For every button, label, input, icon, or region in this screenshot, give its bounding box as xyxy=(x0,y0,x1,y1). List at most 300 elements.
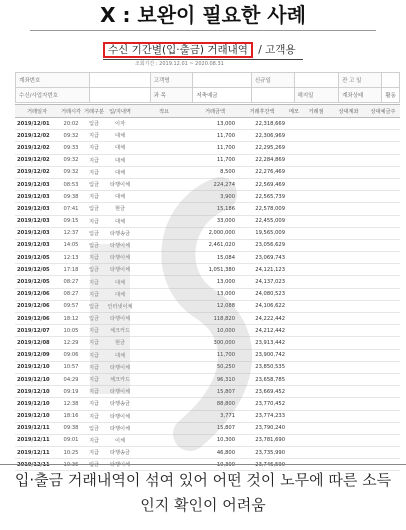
description-cell: 대체 xyxy=(105,142,135,154)
date-cell: 2019/12/11 xyxy=(15,422,59,434)
column-header: 거래일자 xyxy=(15,105,59,118)
date-cell: 2019/12/03 xyxy=(15,191,59,203)
balance-cell: 22,276,469 xyxy=(237,166,287,178)
branch-cell xyxy=(301,215,331,227)
memo-cell xyxy=(135,264,193,276)
description-cell: 타행이체 xyxy=(105,252,135,264)
balance-cell: 23,056,629 xyxy=(237,239,287,251)
counter-account-cell xyxy=(331,361,366,373)
branch-cell xyxy=(301,239,331,251)
balance-cell: 23,900,742 xyxy=(237,349,287,361)
info-cell xyxy=(193,73,252,88)
time-cell: 10:05 xyxy=(59,325,83,337)
type-cell: 입금 xyxy=(83,264,105,276)
type-cell: 입금 xyxy=(83,118,105,130)
amount-cell: 46,800 xyxy=(193,447,237,459)
note-cell xyxy=(287,288,301,300)
statement-title xyxy=(103,42,296,58)
branch-cell xyxy=(301,227,331,239)
memo-cell xyxy=(135,227,193,239)
transaction-rows xyxy=(15,118,400,471)
branch-cell xyxy=(301,447,331,459)
date-cell: 2019/12/03 xyxy=(15,239,59,251)
branch-cell xyxy=(301,191,331,203)
counter-account-cell xyxy=(331,203,366,215)
branch-cell xyxy=(301,252,331,264)
note-cell xyxy=(287,142,301,154)
date-cell: 2019/12/10 xyxy=(15,410,59,422)
balance-cell: 22,306,969 xyxy=(237,130,287,142)
counter-holder-cell xyxy=(366,118,400,130)
table-row xyxy=(15,203,400,215)
table-row xyxy=(15,398,400,410)
counter-account-cell xyxy=(331,178,366,190)
date-cell: 2019/12/05 xyxy=(15,252,59,264)
description-cell: 타행이체 xyxy=(105,361,135,373)
info-cell: 신규일 xyxy=(251,73,294,88)
description-cell: 타행송금 xyxy=(105,398,135,410)
info-cell xyxy=(382,73,400,88)
counter-account-cell xyxy=(331,447,366,459)
time-cell: 12:13 xyxy=(59,252,83,264)
amount-cell: 11,700 xyxy=(193,130,237,142)
note-cell xyxy=(287,349,301,361)
date-cell: 2019/12/11 xyxy=(15,459,59,471)
counter-holder-cell xyxy=(366,386,400,398)
date-cell: 2019/12/06 xyxy=(15,313,59,325)
column-header: 거래금액 xyxy=(193,105,237,118)
counter-account-cell xyxy=(331,118,366,130)
time-cell: 09:32 xyxy=(59,130,83,142)
time-cell: 12:38 xyxy=(59,398,83,410)
time-cell: 09:19 xyxy=(59,386,83,398)
info-cell: 해지일 xyxy=(294,88,339,103)
table-row xyxy=(15,154,400,166)
column-header: 거래후잔액 xyxy=(237,105,287,118)
note-cell xyxy=(287,361,301,373)
memo-cell xyxy=(135,434,193,446)
date-cell: 2019/12/11 xyxy=(15,434,59,446)
counter-account-cell xyxy=(331,142,366,154)
balance-cell: 23,735,990 xyxy=(237,447,287,459)
table-row xyxy=(15,118,400,130)
table-row xyxy=(15,386,400,398)
description-cell: 대체 xyxy=(105,191,135,203)
branch-cell xyxy=(301,264,331,276)
table-row xyxy=(15,325,400,337)
note-cell xyxy=(287,276,301,288)
amount-cell: 15,186 xyxy=(193,203,237,215)
time-cell: 09:57 xyxy=(59,300,83,312)
amount-cell: 13,000 xyxy=(193,276,237,288)
type-cell: 지급 xyxy=(83,142,105,154)
type-cell: 입금 xyxy=(83,313,105,325)
time-cell: 10:25 xyxy=(59,447,83,459)
amount-cell: 15,807 xyxy=(193,386,237,398)
table-row xyxy=(15,410,400,422)
memo-cell xyxy=(135,203,193,215)
note-cell xyxy=(287,325,301,337)
time-cell: 09:01 xyxy=(59,434,83,446)
note-cell xyxy=(287,337,301,349)
time-cell: 10:57 xyxy=(59,361,83,373)
account-info-row xyxy=(16,73,400,88)
memo-cell xyxy=(135,373,193,385)
column-header: 입/지내역 xyxy=(105,105,135,118)
description-cell: 대체 xyxy=(105,288,135,300)
branch-cell xyxy=(301,300,331,312)
amount-cell: 1,051,380 xyxy=(193,264,237,276)
branch-cell xyxy=(301,410,331,422)
description-cell: 체크카드 xyxy=(105,325,135,337)
note-cell xyxy=(287,191,301,203)
type-cell: 지급 xyxy=(83,349,105,361)
date-cell: 2019/12/06 xyxy=(15,300,59,312)
counter-holder-cell xyxy=(366,361,400,373)
date-cell: 2019/12/03 xyxy=(15,227,59,239)
counter-holder-cell xyxy=(366,191,400,203)
date-cell: 2019/12/05 xyxy=(15,264,59,276)
memo-cell xyxy=(135,300,193,312)
account-info-table xyxy=(15,72,400,103)
time-cell: 09:15 xyxy=(59,215,83,227)
memo-cell xyxy=(135,276,193,288)
note-cell xyxy=(287,300,301,312)
table-row xyxy=(15,142,400,154)
amount-cell: 3,771 xyxy=(193,410,237,422)
counter-account-cell xyxy=(331,215,366,227)
branch-cell xyxy=(301,276,331,288)
statement-period: 조회기간 : 2019.12.01 ~ 2020.08.31 xyxy=(135,61,224,67)
memo-cell xyxy=(135,325,193,337)
balance-cell: 22,565,739 xyxy=(237,191,287,203)
column-header: 거래구분 xyxy=(83,105,105,118)
memo-cell xyxy=(135,447,193,459)
counter-holder-cell xyxy=(366,313,400,325)
note-cell xyxy=(287,118,301,130)
table-row xyxy=(15,264,400,276)
date-cell: 2019/12/10 xyxy=(15,398,59,410)
time-cell: 09:38 xyxy=(59,191,83,203)
description-cell: 타행송금 xyxy=(105,227,135,239)
type-cell: 지급 xyxy=(83,166,105,178)
statement-title-suffix: / 고객용 xyxy=(254,44,296,56)
date-cell: 2019/12/06 xyxy=(15,288,59,300)
time-cell: 18:16 xyxy=(59,410,83,422)
counter-holder-cell xyxy=(366,130,400,142)
branch-cell xyxy=(301,130,331,142)
description-cell: 타행송금 xyxy=(105,447,135,459)
counter-account-cell xyxy=(331,434,366,446)
amount-cell: 33,000 xyxy=(193,215,237,227)
description-cell: 타행이체 xyxy=(105,410,135,422)
branch-cell xyxy=(301,337,331,349)
date-cell: 2019/12/01 xyxy=(15,118,59,130)
type-cell: 지급 xyxy=(83,130,105,142)
date-cell: 2019/12/03 xyxy=(15,215,59,227)
date-cell: 2019/12/07 xyxy=(15,325,59,337)
counter-holder-cell xyxy=(366,300,400,312)
description-cell: 대체 xyxy=(105,154,135,166)
type-cell: 지급 xyxy=(83,337,105,349)
info-cell: 계좌번호 xyxy=(16,73,90,88)
balance-cell: 23,913,442 xyxy=(237,337,287,349)
branch-cell xyxy=(301,325,331,337)
balance-cell: 24,222,442 xyxy=(237,313,287,325)
date-cell: 2019/12/11 xyxy=(15,447,59,459)
figure-caption: 입·출금 거래내역이 섞여 있어 어떤 것이 노무에 따른 소득인지 확인이 어려움 xyxy=(14,471,392,514)
counter-holder-cell xyxy=(366,288,400,300)
memo-cell xyxy=(135,337,193,349)
date-cell: 2019/12/05 xyxy=(15,276,59,288)
column-header: 적요 xyxy=(135,105,193,118)
balance-cell: 24,121,123 xyxy=(237,264,287,276)
memo-cell xyxy=(135,288,193,300)
balance-cell: 22,455,009 xyxy=(237,215,287,227)
description-cell: 대체 xyxy=(105,130,135,142)
time-cell: 12:37 xyxy=(59,227,83,239)
counter-holder-cell xyxy=(366,203,400,215)
counter-holder-cell xyxy=(366,337,400,349)
table-row xyxy=(15,227,400,239)
table-row xyxy=(15,313,400,325)
amount-cell: 8,500 xyxy=(193,166,237,178)
memo-cell xyxy=(135,410,193,422)
column-header: 상대예금주 xyxy=(366,105,400,118)
type-cell: 지급 xyxy=(83,154,105,166)
type-cell: 지급 xyxy=(83,276,105,288)
title-divider xyxy=(30,30,376,31)
caption-divider xyxy=(0,464,406,465)
table-row xyxy=(15,178,400,190)
branch-cell xyxy=(301,142,331,154)
branch-cell xyxy=(301,178,331,190)
highlighted-title: 수신 기간별(입·출금) 거래내역 xyxy=(103,42,253,58)
table-row xyxy=(15,447,400,459)
amount-cell: 15,807 xyxy=(193,422,237,434)
balance-cell: 24,080,523 xyxy=(237,288,287,300)
description-cell: 체크카드 xyxy=(105,373,135,385)
type-cell: 지급 xyxy=(83,252,105,264)
note-cell xyxy=(287,252,301,264)
counter-account-cell xyxy=(331,252,366,264)
counter-holder-cell xyxy=(366,410,400,422)
page-title: X : 보완이 필요한 사례 xyxy=(100,3,306,27)
counter-account-cell xyxy=(331,227,366,239)
memo-cell xyxy=(135,422,193,434)
time-cell: 09:32 xyxy=(59,166,83,178)
balance-cell: 23,790,240 xyxy=(237,422,287,434)
note-cell xyxy=(287,239,301,251)
description-cell: 대체 xyxy=(105,276,135,288)
balance-cell: 23,069,743 xyxy=(237,252,287,264)
counter-holder-cell xyxy=(366,349,400,361)
description-cell: 타행이체 xyxy=(105,178,135,190)
balance-cell: 24,137,023 xyxy=(237,276,287,288)
counter-holder-cell xyxy=(366,398,400,410)
note-cell xyxy=(287,178,301,190)
amount-cell: 10,000 xyxy=(193,325,237,337)
description-cell: 현금 xyxy=(105,337,135,349)
table-row xyxy=(15,422,400,434)
table-row xyxy=(15,166,400,178)
note-cell xyxy=(287,166,301,178)
info-cell: 저축예금 xyxy=(193,88,252,103)
note-cell xyxy=(287,434,301,446)
counter-account-cell xyxy=(331,325,366,337)
branch-cell xyxy=(301,361,331,373)
amount-cell: 10,300 xyxy=(193,434,237,446)
table-row xyxy=(15,373,400,385)
info-cell: 잔 고 일 xyxy=(339,73,382,88)
counter-holder-cell xyxy=(366,264,400,276)
counter-account-cell xyxy=(331,386,366,398)
info-cell: 활동 xyxy=(382,88,400,103)
balance-cell: 22,284,869 xyxy=(237,154,287,166)
memo-cell xyxy=(135,386,193,398)
memo-cell xyxy=(135,215,193,227)
amount-cell: 10,300 xyxy=(193,459,237,471)
balance-cell: 23,774,233 xyxy=(237,410,287,422)
type-cell: 입금 xyxy=(83,300,105,312)
date-cell: 2019/12/03 xyxy=(15,203,59,215)
type-cell: 지급 xyxy=(83,361,105,373)
memo-cell xyxy=(135,142,193,154)
memo-cell xyxy=(135,118,193,130)
balance-cell: 19,565,009 xyxy=(237,227,287,239)
time-cell: 20:02 xyxy=(59,118,83,130)
type-cell: 입금 xyxy=(83,459,105,471)
info-cell xyxy=(294,73,339,88)
counter-account-cell xyxy=(331,337,366,349)
memo-cell xyxy=(135,361,193,373)
table-row xyxy=(15,130,400,142)
note-cell xyxy=(287,203,301,215)
date-cell: 2019/12/10 xyxy=(15,373,59,385)
branch-cell xyxy=(301,434,331,446)
time-cell: 10:36 xyxy=(59,459,83,471)
note-cell xyxy=(287,373,301,385)
note-cell xyxy=(287,130,301,142)
description-cell: 타행이체 xyxy=(105,386,135,398)
date-cell: 2019/12/02 xyxy=(15,166,59,178)
balance-cell: 23,850,535 xyxy=(237,361,287,373)
date-cell: 2019/12/03 xyxy=(15,178,59,190)
date-cell: 2019/12/10 xyxy=(15,386,59,398)
counter-account-cell xyxy=(331,239,366,251)
description-cell: 타행이체 xyxy=(105,313,135,325)
date-cell: 2019/12/09 xyxy=(15,349,59,361)
counter-account-cell xyxy=(331,191,366,203)
date-cell: 2019/12/10 xyxy=(15,361,59,373)
transaction-table xyxy=(15,104,400,471)
time-cell: 09:32 xyxy=(59,154,83,166)
amount-cell: 11,700 xyxy=(193,349,237,361)
description-cell: 타행이체 xyxy=(105,239,135,251)
time-cell: 08:53 xyxy=(59,178,83,190)
balance-cell: 23,770,452 xyxy=(237,398,287,410)
table-row xyxy=(15,434,400,446)
balance-cell: 24,106,622 xyxy=(237,300,287,312)
balance-cell: 23,658,785 xyxy=(237,373,287,385)
table-row xyxy=(15,276,400,288)
description-cell: 대체 xyxy=(105,166,135,178)
balance-cell: 23,669,452 xyxy=(237,386,287,398)
balance-cell: 23,781,690 xyxy=(237,434,287,446)
table-row xyxy=(15,239,400,251)
note-cell xyxy=(287,154,301,166)
memo-cell xyxy=(135,239,193,251)
balance-cell: 23,746,590 xyxy=(237,459,287,471)
counter-holder-cell xyxy=(366,373,400,385)
info-cell xyxy=(89,73,150,88)
description-cell: 타행이체 xyxy=(105,459,135,471)
counter-account-cell xyxy=(331,264,366,276)
column-header: 거래시각 xyxy=(59,105,83,118)
table-row xyxy=(15,337,400,349)
balance-cell: 22,578,009 xyxy=(237,203,287,215)
type-cell: 지급 xyxy=(83,191,105,203)
type-cell: 입금 xyxy=(83,239,105,251)
branch-cell xyxy=(301,422,331,434)
memo-cell xyxy=(135,154,193,166)
table-row xyxy=(15,215,400,227)
amount-cell: 2,000,000 xyxy=(193,227,237,239)
date-cell: 2019/12/02 xyxy=(15,154,59,166)
counter-holder-cell xyxy=(366,422,400,434)
memo-cell xyxy=(135,398,193,410)
type-cell: 입금 xyxy=(83,227,105,239)
info-cell: 수신/사업자번호 xyxy=(16,88,90,103)
type-cell: 지급 xyxy=(83,325,105,337)
note-cell xyxy=(287,410,301,422)
time-cell: 09:38 xyxy=(59,422,83,434)
time-cell: 09:33 xyxy=(59,142,83,154)
branch-cell xyxy=(301,118,331,130)
note-cell xyxy=(287,386,301,398)
branch-cell xyxy=(301,154,331,166)
note-cell xyxy=(287,215,301,227)
info-cell: 고객명 xyxy=(150,73,193,88)
balance-cell: 24,212,442 xyxy=(237,325,287,337)
amount-cell: 12,088 xyxy=(193,300,237,312)
table-row xyxy=(15,191,400,203)
type-cell: 지급 xyxy=(83,398,105,410)
time-cell: 09:06 xyxy=(59,349,83,361)
type-cell: 지급 xyxy=(83,434,105,446)
type-cell: 지급 xyxy=(83,410,105,422)
time-cell: 14:05 xyxy=(59,239,83,251)
time-cell: 04:29 xyxy=(59,373,83,385)
info-cell xyxy=(89,88,150,103)
info-cell xyxy=(251,88,294,103)
type-cell: 지급 xyxy=(83,373,105,385)
table-row xyxy=(15,349,400,361)
branch-cell xyxy=(301,398,331,410)
counter-holder-cell xyxy=(366,142,400,154)
time-cell: 17:18 xyxy=(59,264,83,276)
branch-cell xyxy=(301,386,331,398)
info-cell: 과 목 xyxy=(150,88,193,103)
column-header: 거래점 xyxy=(301,105,331,118)
type-cell: 입금 xyxy=(83,203,105,215)
note-cell xyxy=(287,264,301,276)
description-cell: 타행이체 xyxy=(105,422,135,434)
amount-cell: 11,700 xyxy=(193,142,237,154)
counter-account-cell xyxy=(331,373,366,385)
counter-account-cell xyxy=(331,130,366,142)
counter-holder-cell xyxy=(366,239,400,251)
